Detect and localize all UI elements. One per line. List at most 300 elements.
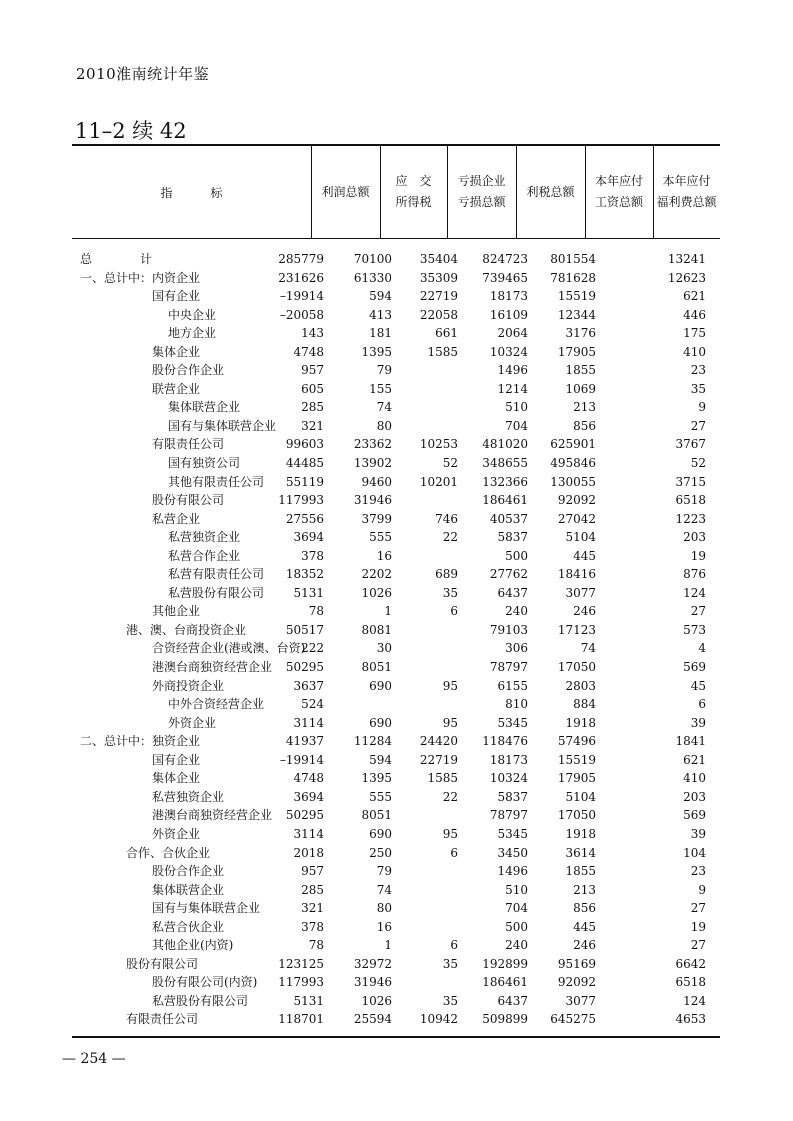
row-value: 1918	[565, 715, 596, 730]
row-value: –20058	[279, 307, 324, 322]
table-row	[72, 510, 720, 529]
table-row	[72, 269, 720, 288]
row-label: 集体企业	[152, 344, 201, 359]
row-label: 集体联营企业	[152, 882, 225, 897]
row-value: 19	[690, 548, 706, 563]
row-value: 6437	[497, 993, 528, 1008]
row-value: 3077	[565, 585, 596, 600]
table-row	[72, 491, 720, 510]
row-label: 集体企业	[152, 771, 201, 786]
row-value: 22719	[419, 752, 458, 767]
table-row	[72, 899, 720, 918]
row-label: 国有与集体联营企业	[168, 418, 277, 433]
row-value: 509899	[482, 1012, 528, 1027]
row-value: 1026	[361, 585, 392, 600]
row-value: 130055	[550, 474, 596, 489]
row-label: 股份合作企业	[152, 864, 225, 879]
row-value: 510	[505, 400, 528, 415]
row-value: 573	[683, 622, 706, 637]
row-value: 8051	[361, 660, 392, 675]
row-value: 824723	[482, 252, 528, 266]
row-value: 22	[442, 530, 458, 545]
row-value: 1026	[361, 993, 392, 1008]
row-value: 6437	[497, 585, 528, 600]
header-line: 亏损总额	[457, 195, 506, 209]
row-value: 40537	[489, 511, 528, 526]
row-value: 213	[573, 882, 596, 897]
row-value: 80	[376, 418, 392, 433]
row-value: 1223	[675, 511, 706, 526]
row-value: 35404	[419, 252, 458, 266]
row-value: 22	[442, 789, 458, 804]
row-value: 6518	[675, 975, 706, 990]
row-value: 250	[369, 845, 392, 860]
row-value: 123125	[278, 956, 324, 971]
row-value: 856	[573, 901, 596, 916]
row-value: 5345	[497, 826, 528, 841]
row-value: 78797	[489, 660, 528, 675]
table-row	[72, 992, 720, 1011]
row-value: 35	[442, 993, 458, 1008]
row-label: 港澳台商独资经营企业	[152, 808, 273, 823]
row-value: 410	[683, 344, 706, 359]
table-body	[72, 250, 720, 1029]
row-value: 10253	[419, 437, 458, 452]
row-value: 17050	[557, 808, 596, 823]
table-row	[72, 862, 720, 881]
row-value: 246	[573, 938, 596, 953]
row-value: 10201	[419, 474, 458, 489]
row-value: 1585	[427, 344, 458, 359]
row-value: 18416	[557, 567, 596, 582]
table-row	[72, 825, 720, 844]
row-label: 其他有限责任公司	[168, 474, 265, 489]
row-value: 22058	[419, 307, 458, 322]
table-row	[72, 621, 720, 640]
row-value: 18173	[489, 289, 528, 304]
row-value: 27762	[489, 567, 528, 582]
row-label: 国有独资公司	[168, 456, 241, 471]
row-value: 3114	[293, 826, 324, 841]
row-value: 594	[369, 289, 392, 304]
table-bottom-rule	[72, 1036, 720, 1038]
row-value: 3450	[497, 845, 528, 860]
row-value: 2803	[565, 678, 596, 693]
row-value: 124	[683, 993, 706, 1008]
row-value: 79103	[489, 622, 528, 637]
row-label: 其他企业	[152, 604, 201, 619]
row-value: 957	[301, 864, 324, 879]
row-value: 15519	[557, 752, 596, 767]
row-value: 35	[442, 956, 458, 971]
row-label: 地方企业	[168, 326, 217, 341]
row-value: 6155	[497, 678, 528, 693]
row-value: 2018	[293, 845, 324, 860]
row-value: 95	[442, 826, 458, 841]
row-value: 92092	[557, 975, 596, 990]
row-value: 175	[683, 326, 706, 341]
row-value: 884	[573, 697, 596, 712]
row-value: 79	[376, 864, 392, 879]
header-indicator	[72, 146, 311, 238]
row-label: 合作、合伙企业	[126, 845, 211, 860]
row-value: 124	[683, 585, 706, 600]
row-value: 1395	[361, 771, 392, 786]
row-value: 78	[308, 604, 324, 619]
table-row	[72, 677, 720, 696]
row-value: 186461	[482, 493, 528, 508]
row-label: 私营股份有限公司	[152, 993, 249, 1008]
table-row	[72, 547, 720, 566]
table-header-rule	[72, 238, 720, 239]
row-value: 203	[683, 789, 706, 804]
row-value: 50295	[285, 660, 324, 675]
row-value: 10942	[419, 1012, 458, 1027]
row-value: 30	[376, 641, 392, 656]
table-row	[72, 639, 720, 658]
row-value: 45	[690, 678, 706, 693]
row-value: 446	[683, 307, 706, 322]
row-value: 39	[690, 715, 706, 730]
table-row	[72, 918, 720, 937]
row-value: 17123	[557, 622, 596, 637]
row-value: 524	[301, 697, 324, 712]
row-value: 3799	[361, 511, 392, 526]
row-label: 外商投资企业	[152, 678, 225, 693]
row-value: 118701	[278, 1012, 324, 1027]
row-value: 810	[505, 697, 528, 712]
row-value: 99603	[285, 437, 324, 452]
table-row	[72, 380, 720, 399]
row-value: 4748	[293, 771, 324, 786]
table-row	[72, 473, 720, 492]
row-value: 25594	[353, 1012, 392, 1027]
row-value: 16	[376, 548, 392, 563]
header-profit-total	[311, 146, 380, 238]
row-value: 6	[698, 697, 706, 712]
table-row	[72, 361, 720, 380]
row-value: 4653	[675, 1012, 706, 1027]
row-value: 78	[308, 938, 324, 953]
row-value: 41937	[285, 734, 324, 749]
row-value: 569	[683, 660, 706, 675]
row-value: 78797	[489, 808, 528, 823]
row-value: 13902	[353, 456, 392, 471]
row-value: 348655	[482, 456, 528, 471]
table-row	[72, 454, 720, 473]
row-value: 74	[376, 882, 392, 897]
row-value: 27042	[557, 511, 596, 526]
header-loss-total	[447, 146, 516, 238]
table-row	[72, 565, 720, 584]
row-value: 23	[690, 864, 706, 879]
row-value: 240	[505, 938, 528, 953]
row-value: 1496	[497, 363, 528, 378]
header-line: 亏损企业	[457, 174, 506, 188]
row-value: 6518	[675, 493, 706, 508]
row-label: 国有企业	[152, 289, 201, 304]
row-value: 186461	[482, 975, 528, 990]
row-value: 445	[573, 548, 596, 563]
table-row	[72, 528, 720, 547]
row-value: 10324	[489, 344, 528, 359]
row-value: 445	[573, 919, 596, 934]
row-value: 4748	[293, 344, 324, 359]
table-number: 11–2 续 42	[75, 119, 187, 143]
row-value: 605	[301, 381, 324, 396]
row-value: 3767	[675, 437, 706, 452]
row-value: 5345	[497, 715, 528, 730]
table-row	[72, 936, 720, 955]
row-label: 国有与集体联营企业	[152, 901, 261, 916]
row-label: 私营企业	[152, 511, 201, 526]
row-label: 港、澳、台商投资企业	[126, 622, 247, 637]
row-label: 外资企业	[152, 826, 201, 841]
row-label: 二、总计中：独资企业	[80, 734, 201, 749]
header-welfare-payable	[653, 146, 720, 238]
row-value: 378	[301, 548, 324, 563]
row-value: 95169	[557, 956, 596, 971]
row-value: 661	[435, 326, 458, 341]
row-value: 3614	[565, 845, 596, 860]
row-value: 690	[369, 678, 392, 693]
table-row	[72, 417, 720, 436]
row-label: 外资企业	[168, 715, 217, 730]
header-indicator-char: 指	[160, 185, 173, 200]
row-value: 1841	[675, 734, 706, 749]
row-value: 5104	[565, 789, 596, 804]
row-value: 569	[683, 808, 706, 823]
row-value: 31946	[353, 493, 392, 508]
row-value: 5837	[497, 789, 528, 804]
row-value: 746	[435, 511, 458, 526]
row-value: 52	[690, 456, 706, 471]
row-label: 私营独资企业	[152, 789, 225, 804]
row-value: 61330	[353, 270, 392, 285]
row-value: 321	[301, 418, 324, 433]
row-value: 117993	[278, 493, 324, 508]
row-value: 27	[690, 938, 706, 953]
row-label: 集体联营企业	[168, 400, 241, 415]
table-row	[72, 955, 720, 974]
row-value: 31946	[353, 975, 392, 990]
row-value: 3176	[565, 326, 596, 341]
table-row	[72, 343, 720, 362]
row-label: 中外合资经营企业	[168, 697, 265, 712]
row-label: 港澳台商独资经营企业	[152, 660, 273, 675]
row-value: 1918	[565, 826, 596, 841]
table-row	[72, 658, 720, 677]
row-value: 57496	[557, 734, 596, 749]
table-row	[72, 973, 720, 992]
row-value: 16	[376, 919, 392, 934]
row-value: 12344	[557, 307, 596, 322]
row-label: 中央企业	[168, 307, 217, 322]
row-value: 5131	[293, 993, 324, 1008]
row-value: 192899	[482, 956, 528, 971]
row-value: 231626	[278, 270, 324, 285]
header-line: 利润总额	[321, 184, 370, 199]
table-row	[72, 695, 720, 714]
table-row	[72, 806, 720, 825]
row-value: 6	[450, 604, 458, 619]
row-value: 876	[683, 567, 706, 582]
row-value: 8081	[361, 622, 392, 637]
row-label: 其他企业(内资)	[152, 938, 234, 953]
row-value: 213	[573, 400, 596, 415]
row-value: 321	[301, 901, 324, 916]
table-row	[72, 881, 720, 900]
row-value: 1395	[361, 344, 392, 359]
row-value: 17905	[557, 771, 596, 786]
row-value: 17050	[557, 660, 596, 675]
row-label: 股份合作企业	[152, 363, 225, 378]
row-label: 私营有限责任公司	[168, 567, 265, 582]
row-value: 957	[301, 363, 324, 378]
row-value: 6642	[675, 956, 706, 971]
row-label: 有限责任公司	[152, 437, 225, 452]
row-label: 有限责任公司	[126, 1012, 199, 1027]
table-row	[72, 435, 720, 454]
row-value: 70100	[353, 252, 392, 266]
row-value: 18352	[285, 567, 324, 582]
table-row	[72, 398, 720, 417]
header-line: 应 交	[395, 174, 432, 188]
row-label: 股份有限公司	[126, 956, 199, 971]
row-value: 9	[698, 400, 706, 415]
row-value: 739465	[482, 270, 528, 285]
row-value: 11284	[353, 734, 392, 749]
row-value: 246	[573, 604, 596, 619]
row-value: 3694	[293, 789, 324, 804]
row-value: 22719	[419, 289, 458, 304]
table-row	[72, 602, 720, 621]
header-line: 所得税	[395, 195, 432, 209]
row-label: 私营独资企业	[168, 530, 241, 545]
row-value: 27556	[285, 511, 324, 526]
row-label: 私营合伙企业	[152, 919, 225, 934]
row-value: 79	[376, 363, 392, 378]
row-label: 私营股份有限公司	[168, 585, 265, 600]
row-value: 5837	[497, 530, 528, 545]
row-value: 6	[450, 938, 458, 953]
row-value: 704	[505, 901, 528, 916]
row-value: 95	[442, 678, 458, 693]
row-value: 35	[442, 585, 458, 600]
row-value: 95	[442, 715, 458, 730]
row-value: 18173	[489, 752, 528, 767]
table-row	[72, 732, 720, 751]
row-value: 15519	[557, 289, 596, 304]
row-value: 1214	[497, 381, 528, 396]
row-value: 621	[683, 752, 706, 767]
row-value: 32972	[353, 956, 392, 971]
row-value: 781628	[550, 270, 596, 285]
row-value: 5104	[565, 530, 596, 545]
row-value: 50295	[285, 808, 324, 823]
table-row	[72, 769, 720, 788]
row-value: 621	[683, 289, 706, 304]
row-value: 500	[505, 548, 528, 563]
header-line: 工资总额	[594, 195, 643, 209]
row-value: 645275	[550, 1012, 596, 1027]
row-value: 23	[690, 363, 706, 378]
row-value: 1	[384, 604, 392, 619]
row-label: 股份有限公司(内资)	[152, 975, 258, 990]
header-indicator-char: 标	[210, 185, 223, 200]
row-value: 132366	[482, 474, 528, 489]
row-value: 222	[301, 641, 324, 656]
row-value: 801554	[550, 252, 596, 266]
row-value: –19914	[279, 289, 324, 304]
row-value: 1496	[497, 864, 528, 879]
row-value: 306	[505, 641, 528, 656]
row-value: 410	[683, 771, 706, 786]
row-value: 413	[369, 307, 392, 322]
row-label: 一、总计中：内资企业	[80, 270, 201, 285]
row-value: 6	[450, 845, 458, 860]
row-value: 1	[384, 938, 392, 953]
page-number: — 254 —	[62, 1051, 126, 1067]
row-value: 4	[698, 641, 706, 656]
row-value: 555	[369, 789, 392, 804]
row-value: 17905	[557, 344, 596, 359]
row-value: 44485	[285, 456, 324, 471]
row-value: 55119	[285, 474, 324, 489]
row-value: 3715	[675, 474, 706, 489]
row-value: 555	[369, 530, 392, 545]
row-value: 13241	[667, 252, 706, 266]
row-value: 27	[690, 604, 706, 619]
row-value: 181	[369, 326, 392, 341]
row-value: 495846	[550, 456, 596, 471]
row-value: 285	[301, 882, 324, 897]
row-value: 52	[442, 456, 458, 471]
header-line: 本年应付	[662, 174, 711, 188]
row-value: 1069	[565, 381, 596, 396]
row-value: 689	[435, 567, 458, 582]
row-value: 500	[505, 919, 528, 934]
table-row	[72, 844, 720, 863]
row-value: 203	[683, 530, 706, 545]
table-row	[72, 584, 720, 603]
table-row	[72, 714, 720, 733]
row-value: 5131	[293, 585, 324, 600]
row-value: 80	[376, 901, 392, 916]
row-label: 总 计	[80, 252, 153, 266]
row-label: 联营企业	[152, 381, 201, 396]
table-row	[72, 250, 720, 269]
row-value: 39	[690, 826, 706, 841]
header-profit-tax-total	[516, 146, 585, 238]
row-value: 856	[573, 418, 596, 433]
row-value: 27	[690, 418, 706, 433]
row-value: 35309	[419, 270, 458, 285]
row-value: 27	[690, 901, 706, 916]
row-value: 594	[369, 752, 392, 767]
row-value: 240	[505, 604, 528, 619]
table-row	[72, 287, 720, 306]
row-label: 私营合作企业	[168, 548, 241, 563]
row-value: 3114	[293, 715, 324, 730]
row-value: 378	[301, 919, 324, 934]
row-value: 16109	[489, 307, 528, 322]
row-value: 1855	[565, 363, 596, 378]
row-value: 704	[505, 418, 528, 433]
row-value: 3077	[565, 993, 596, 1008]
row-value: 117993	[278, 975, 324, 990]
row-value: 35	[690, 381, 706, 396]
